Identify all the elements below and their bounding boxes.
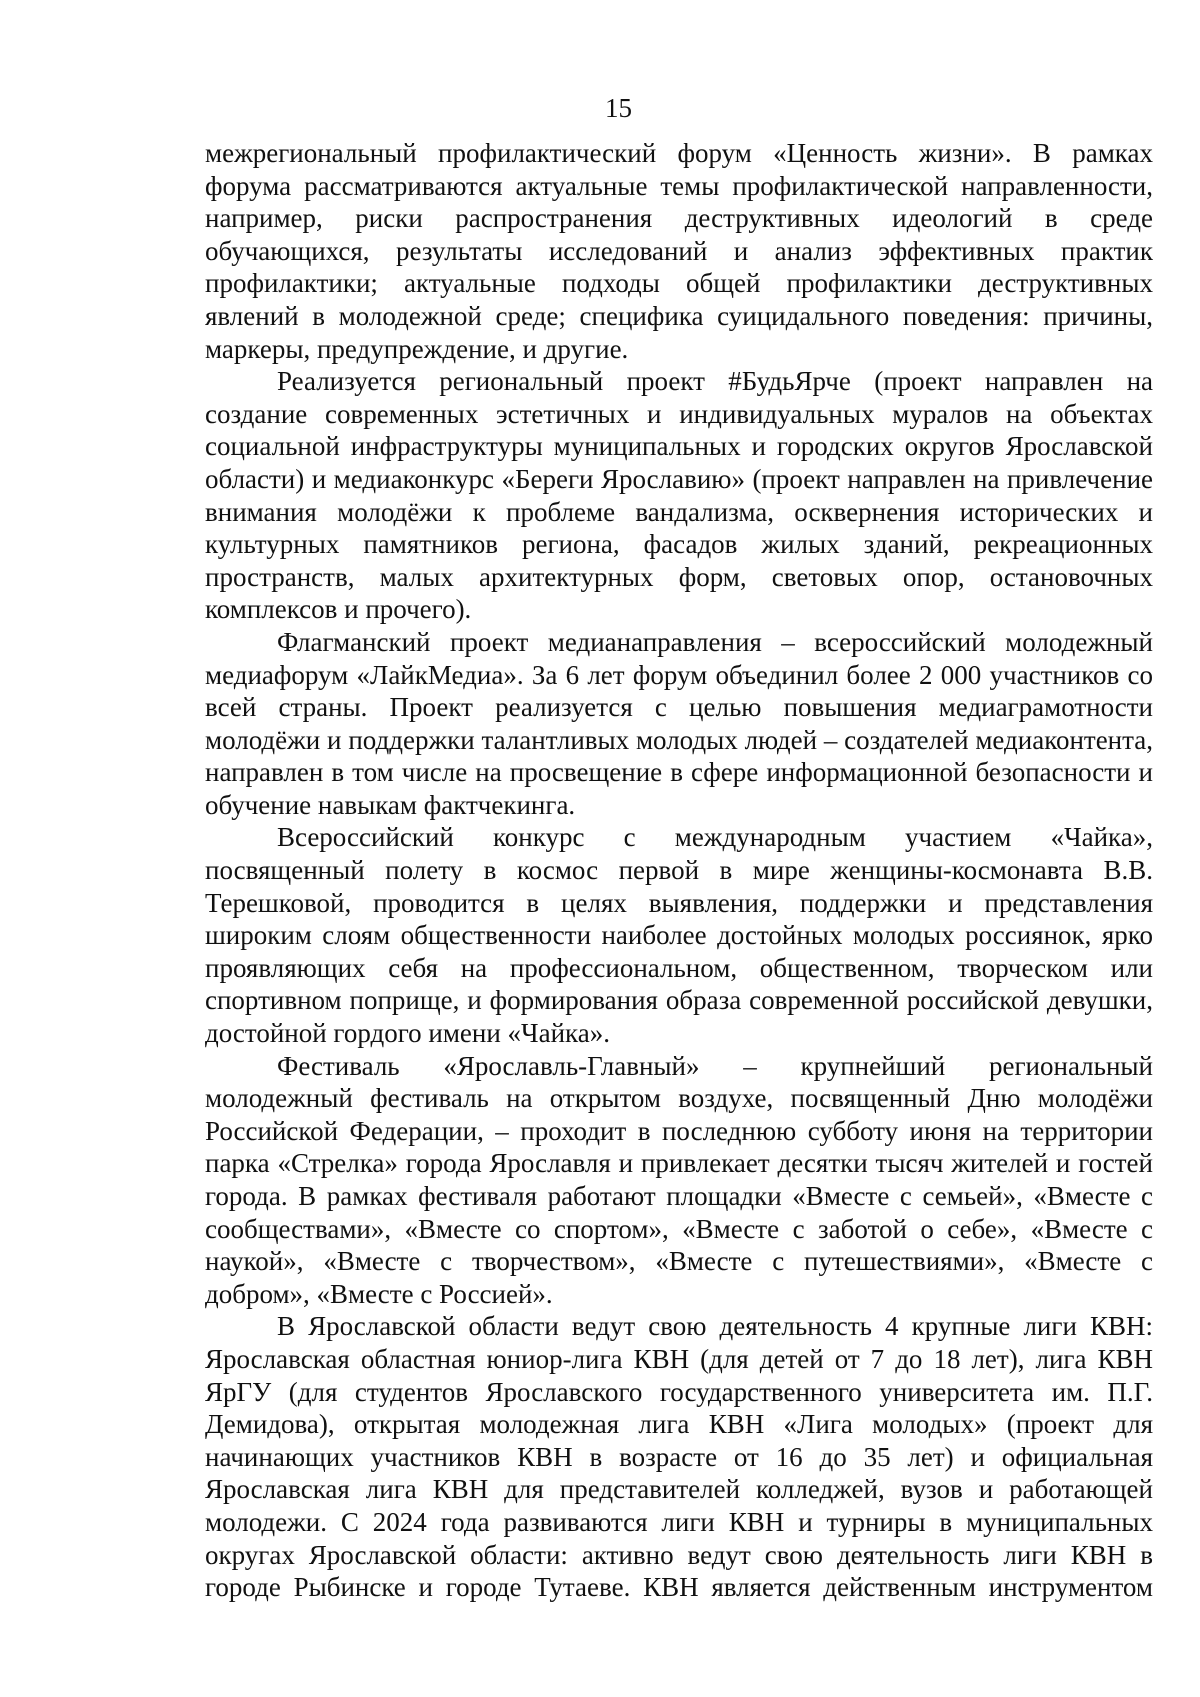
paragraph-budyarche: Реализуется региональный проект #БудьЯрче (проект направлен на создание современных эстетичных и индивидуальных муралов на объектах социальной инфраструктуры муниципальных и городских округов Ярославской области) и медиаконкурс «Береги Ярославию» (проект направлен на привлечение внимания молодёжи к проблеме вандализма, осквернения исторических и культурных памятников региона, фасадов жилых зданий, рекреационных пространств, малых архитектурных форм, световых опор, остановочных комплексов и прочего). (205, 366, 1153, 625)
document-body (205, 137, 1153, 1604)
paragraph-laikmedia: Флагманский проект медианаправления – всероссийский молодежный медиафорум «ЛайкМедиа». За 6 лет форум объединил более 2 000 участников со всей страны. Проект реализуется с целью повышения медиаграмотности молодёжи и поддержки талантливых молодых людей – создателей медиаконтента, направлен в том числе на просвещение в сфере информационной безопасности и обучение навыкам фактчекинга. (205, 626, 1153, 820)
paragraph-chaika: Всероссийский конкурс с международным участием «Чайка», посвященный полету в космос первой в мире женщины-космонавта В.В. Терешковой, проводится в целях выявления, поддержки и представления широким слоям общественности наиболее достойных молодых россиянок, ярко проявляющих себя на профессиональном, общественном, творческом или спортивном поприще, и формирования образа современной российской девушки, достойной гордого имени «Чайка». (205, 822, 1153, 1049)
paragraph-yaroslavl-glavny: Фестиваль «Ярославль-Главный» – крупнейший региональный молодежный фестиваль на открытом воздухе, посвященный Дню молодёжи Российской Федерации, – проходит в последнюю субботу июня на территории парка «Стрелка» города Ярославля и привлекает десятки тысяч жителей и гостей города. В рамках фестиваля работают площадки «Вместе с семьей», «Вместе с сообществами», «Вместе со спортом», «Вместе с заботой о себе», «Вместе с наукой», «Вместе с творчеством», «Вместе с путешествиями», «Вместе с добром», «Вместе с Россией». (205, 1050, 1153, 1309)
paragraph-forum-continuation: межрегиональный профилактический форум «Ценность жизни». В рамках форума рассматриваются актуальные темы профилактической направленности, например, риски распространения деструктивных идеологий в среде обучающихся, результаты исследований и анализ эффективных практик профилактики; актуальные подходы общей профилактики деструктивных явлений в молодежной среде; специфика суицидального поведения: причины, маркеры, предупреждение, и другие. (205, 138, 1153, 364)
paragraph-kvn: В Ярославской области ведут свою деятельность 4 крупные лиги КВН: Ярославская областная юниор-лига КВН (для детей от 7 до 18 лет), лига КВН ЯрГУ (для студентов Ярославского государственного университета им. П.Г. Демидова), открытая молодежная лига КВН «Лига молодых» (проект для начинающих участников КВН в возрасте от 16 до 35 лет) и официальная Ярославская лига КВН для представителей колледжей, вузов и работающей молодежи. С 2024 года развиваются лиги КВН и турниры в муниципальных округах Ярославской области: активно ведут свою деятельность лиги КВН в городе Рыбинске и городе Тутаеве. КВН является действенным инструментом (205, 1311, 1153, 1603)
page-number: 15 (605, 93, 632, 123)
